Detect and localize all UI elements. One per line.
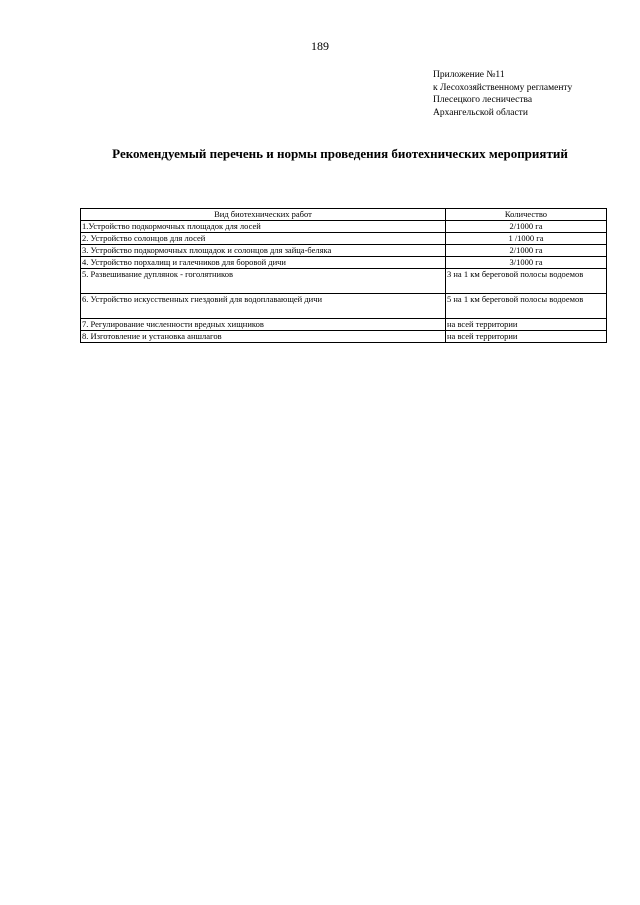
header-quantity: Количество bbox=[446, 209, 607, 221]
quantity-cell: 3 на 1 км береговой полосы водоемов bbox=[446, 269, 607, 294]
table-row bbox=[81, 319, 607, 331]
quantity-cell: на всей территории bbox=[446, 331, 607, 343]
work-type-cell: 2. Устройство солонцов для лосей bbox=[81, 233, 446, 245]
quantity-cell: 3/1000 га bbox=[446, 257, 607, 269]
quantity-cell: 2/1000 га bbox=[446, 221, 607, 233]
document-title: Рекомендуемый перечень и нормы проведения биотехнических мероприятий bbox=[112, 146, 568, 161]
header-work-type: Вид биотехнических работ bbox=[81, 209, 446, 221]
table-row bbox=[81, 221, 607, 233]
appendix-line: Приложение №11 bbox=[433, 70, 505, 80]
work-type-cell: 8. Изготовление и установка аншлагов bbox=[81, 331, 446, 343]
table-row bbox=[81, 269, 607, 294]
table-header-row bbox=[81, 209, 607, 221]
work-type-cell: 1.Устройство подкормочных площадок для лосей bbox=[81, 221, 446, 233]
appendix-line: Плесецкого лесничества bbox=[433, 95, 533, 105]
work-type-cell: 5. Развешивание дуплянок - гоголятников bbox=[81, 269, 446, 294]
table-row bbox=[81, 294, 607, 319]
quantity-cell: на всей территории bbox=[446, 319, 607, 331]
table-row bbox=[81, 233, 607, 245]
quantity-cell: 1 /1000 га bbox=[446, 233, 607, 245]
table-row bbox=[81, 331, 607, 343]
table-row bbox=[81, 257, 607, 269]
quantity-cell: 5 на 1 км береговой полосы водоемов bbox=[446, 294, 607, 319]
work-type-cell: 4. Устройство порхалищ и галечников для боровой дичи bbox=[81, 257, 446, 269]
quantity-cell: 2/1000 га bbox=[446, 245, 607, 257]
appendix-line: Архангельской области bbox=[433, 107, 528, 118]
work-type-cell: 7. Регулирование численности вредных хищников bbox=[81, 319, 446, 331]
biotech-works-table bbox=[80, 208, 607, 343]
work-type-cell: 6. Устройство искусственных гнездовий для водоплавающей дичи bbox=[81, 294, 446, 319]
appendix-line: к Лесохозяйственному регламенту bbox=[433, 82, 573, 93]
appendix-note bbox=[433, 69, 572, 119]
page-number: 189 bbox=[311, 39, 329, 53]
work-type-cell: 3. Устройство подкормочных площадок и солонцов для зайца-беляка bbox=[81, 245, 446, 257]
table-row bbox=[81, 245, 607, 257]
